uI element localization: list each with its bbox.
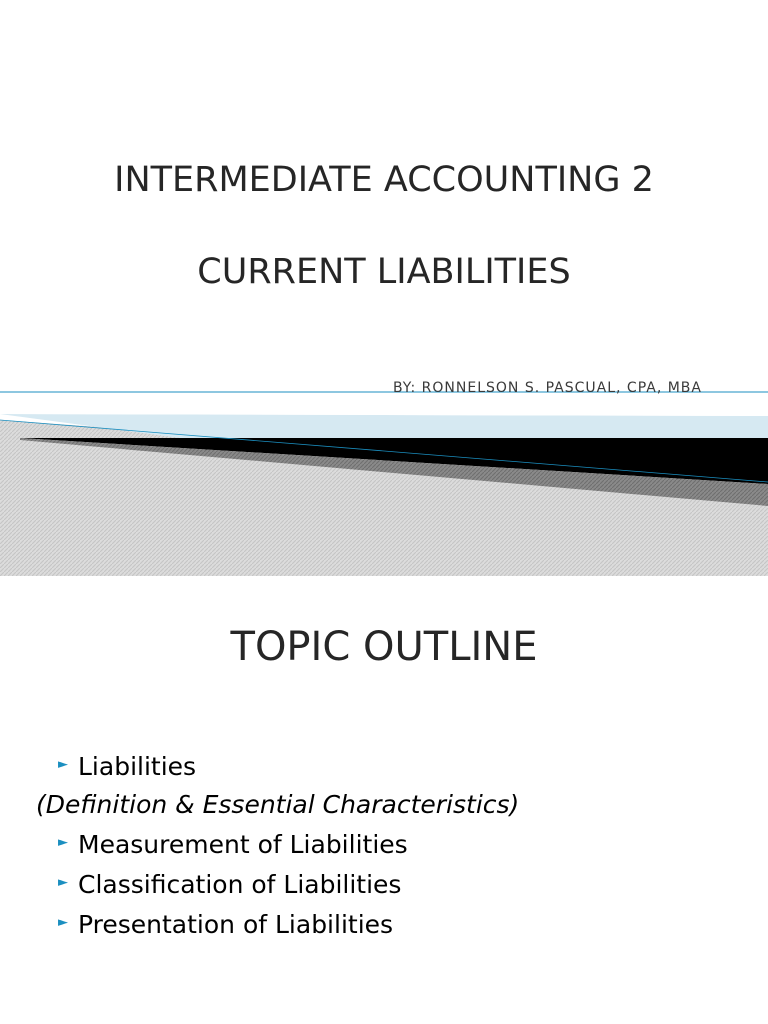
list-item-label: Classification of Liabilities <box>78 870 402 899</box>
list-item-note <box>36 786 756 824</box>
outline-slide <box>0 576 768 1024</box>
outline-title: TOPIC OUTLINE <box>230 624 538 670</box>
slide-title-line-1: INTERMEDIATE ACCOUNTING 2 <box>114 160 654 200</box>
triangle-bullet-icon: ► <box>58 835 68 850</box>
slide-title-line-2: CURRENT LIABILITIES <box>197 252 571 292</box>
list-item <box>56 824 756 864</box>
triangle-bullet-icon: ► <box>58 757 68 772</box>
list-item-note-text: (Definition & Essential Characteristics) <box>36 790 520 819</box>
list-item <box>56 904 756 944</box>
list-item-label: Presentation of Liabilities <box>78 910 394 939</box>
triangle-bullet-icon: ► <box>58 915 68 930</box>
author-byline: BY: RONNELSON S. PASCUAL, CPA, MBA <box>392 380 702 396</box>
list-item-label: Liabilities <box>78 752 197 781</box>
topic-list <box>36 746 756 944</box>
list-item <box>56 746 756 786</box>
list-item <box>56 864 756 904</box>
list-item-label: Measurement of Liabilities <box>78 830 408 859</box>
decorative-band <box>0 380 768 576</box>
triangle-bullet-icon: ► <box>58 875 68 890</box>
